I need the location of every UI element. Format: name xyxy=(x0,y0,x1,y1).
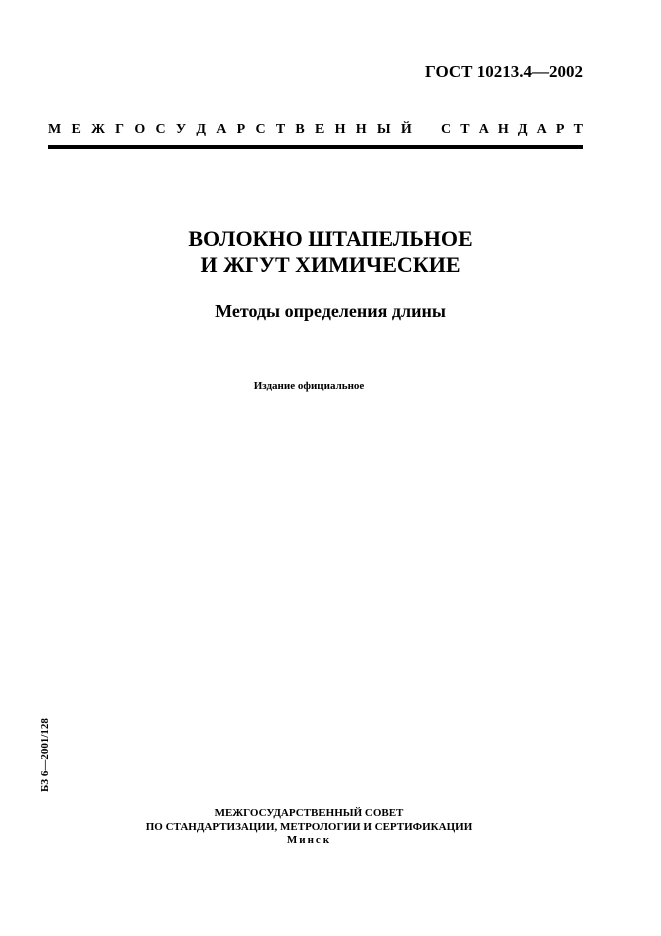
standard-type-letter: Р xyxy=(236,122,246,137)
standard-type-letter: С xyxy=(155,122,166,137)
side-code: БЗ 6—2001/128 xyxy=(39,718,51,792)
standard-type-letter: У xyxy=(175,122,187,137)
standard-type-letter: Т xyxy=(573,122,583,137)
standard-type-letter: О xyxy=(134,122,146,137)
edition-label: Издание официальное xyxy=(253,380,365,392)
standard-type-letter: Д xyxy=(196,122,207,137)
standard-type-letter: Д xyxy=(517,122,528,137)
standard-type-letter: Е xyxy=(71,122,81,137)
standard-type-letter: Т xyxy=(275,122,286,137)
document-number: ГОСТ 10213.4—2002 xyxy=(425,62,583,81)
publisher-city: Минск xyxy=(286,834,332,846)
standard-type-letter: Р xyxy=(555,122,565,137)
document-subtitle: Методы определения длины xyxy=(215,301,446,321)
standard-type-letter: Г xyxy=(115,122,125,137)
standard-type-word-interstate xyxy=(48,122,412,138)
standard-type-letter: Н xyxy=(497,122,509,137)
standard-type-letter: Н xyxy=(355,122,367,137)
publisher-line-2: ПО СТАНДАРТИЗАЦИИ, МЕТРОЛОГИИ И СЕРТИФИКАЦИИ xyxy=(145,821,473,833)
standard-type-letter: Т xyxy=(460,122,470,137)
publisher-line-1: МЕЖГОСУДАРСТВЕННЫЙ СОВЕТ xyxy=(214,807,404,819)
standard-type-letter: С xyxy=(255,122,266,137)
standard-type-letter: Ж xyxy=(91,122,105,137)
standard-type-letter: Н xyxy=(334,122,346,137)
standard-type-heading xyxy=(48,121,583,139)
standard-type-word-standard xyxy=(441,122,583,138)
document-title-line-1: ВОЛОКНО ШТАПЕЛЬНОЕ xyxy=(188,226,473,251)
header-rule xyxy=(48,145,583,149)
standard-type-letter: А xyxy=(536,122,547,137)
standard-type-letter: В xyxy=(295,122,305,137)
standard-type-letter: А xyxy=(478,122,489,137)
standard-type-letter: С xyxy=(441,122,452,137)
document-title-line-2: И ЖГУТ ХИМИЧЕСКИЕ xyxy=(200,252,461,277)
standard-type-letter: Ы xyxy=(376,122,391,137)
standard-type-letter: Й xyxy=(400,122,412,137)
standard-type-letter: М xyxy=(48,122,62,137)
standard-type-letter: Е xyxy=(315,122,325,137)
standard-type-letter: А xyxy=(216,122,227,137)
